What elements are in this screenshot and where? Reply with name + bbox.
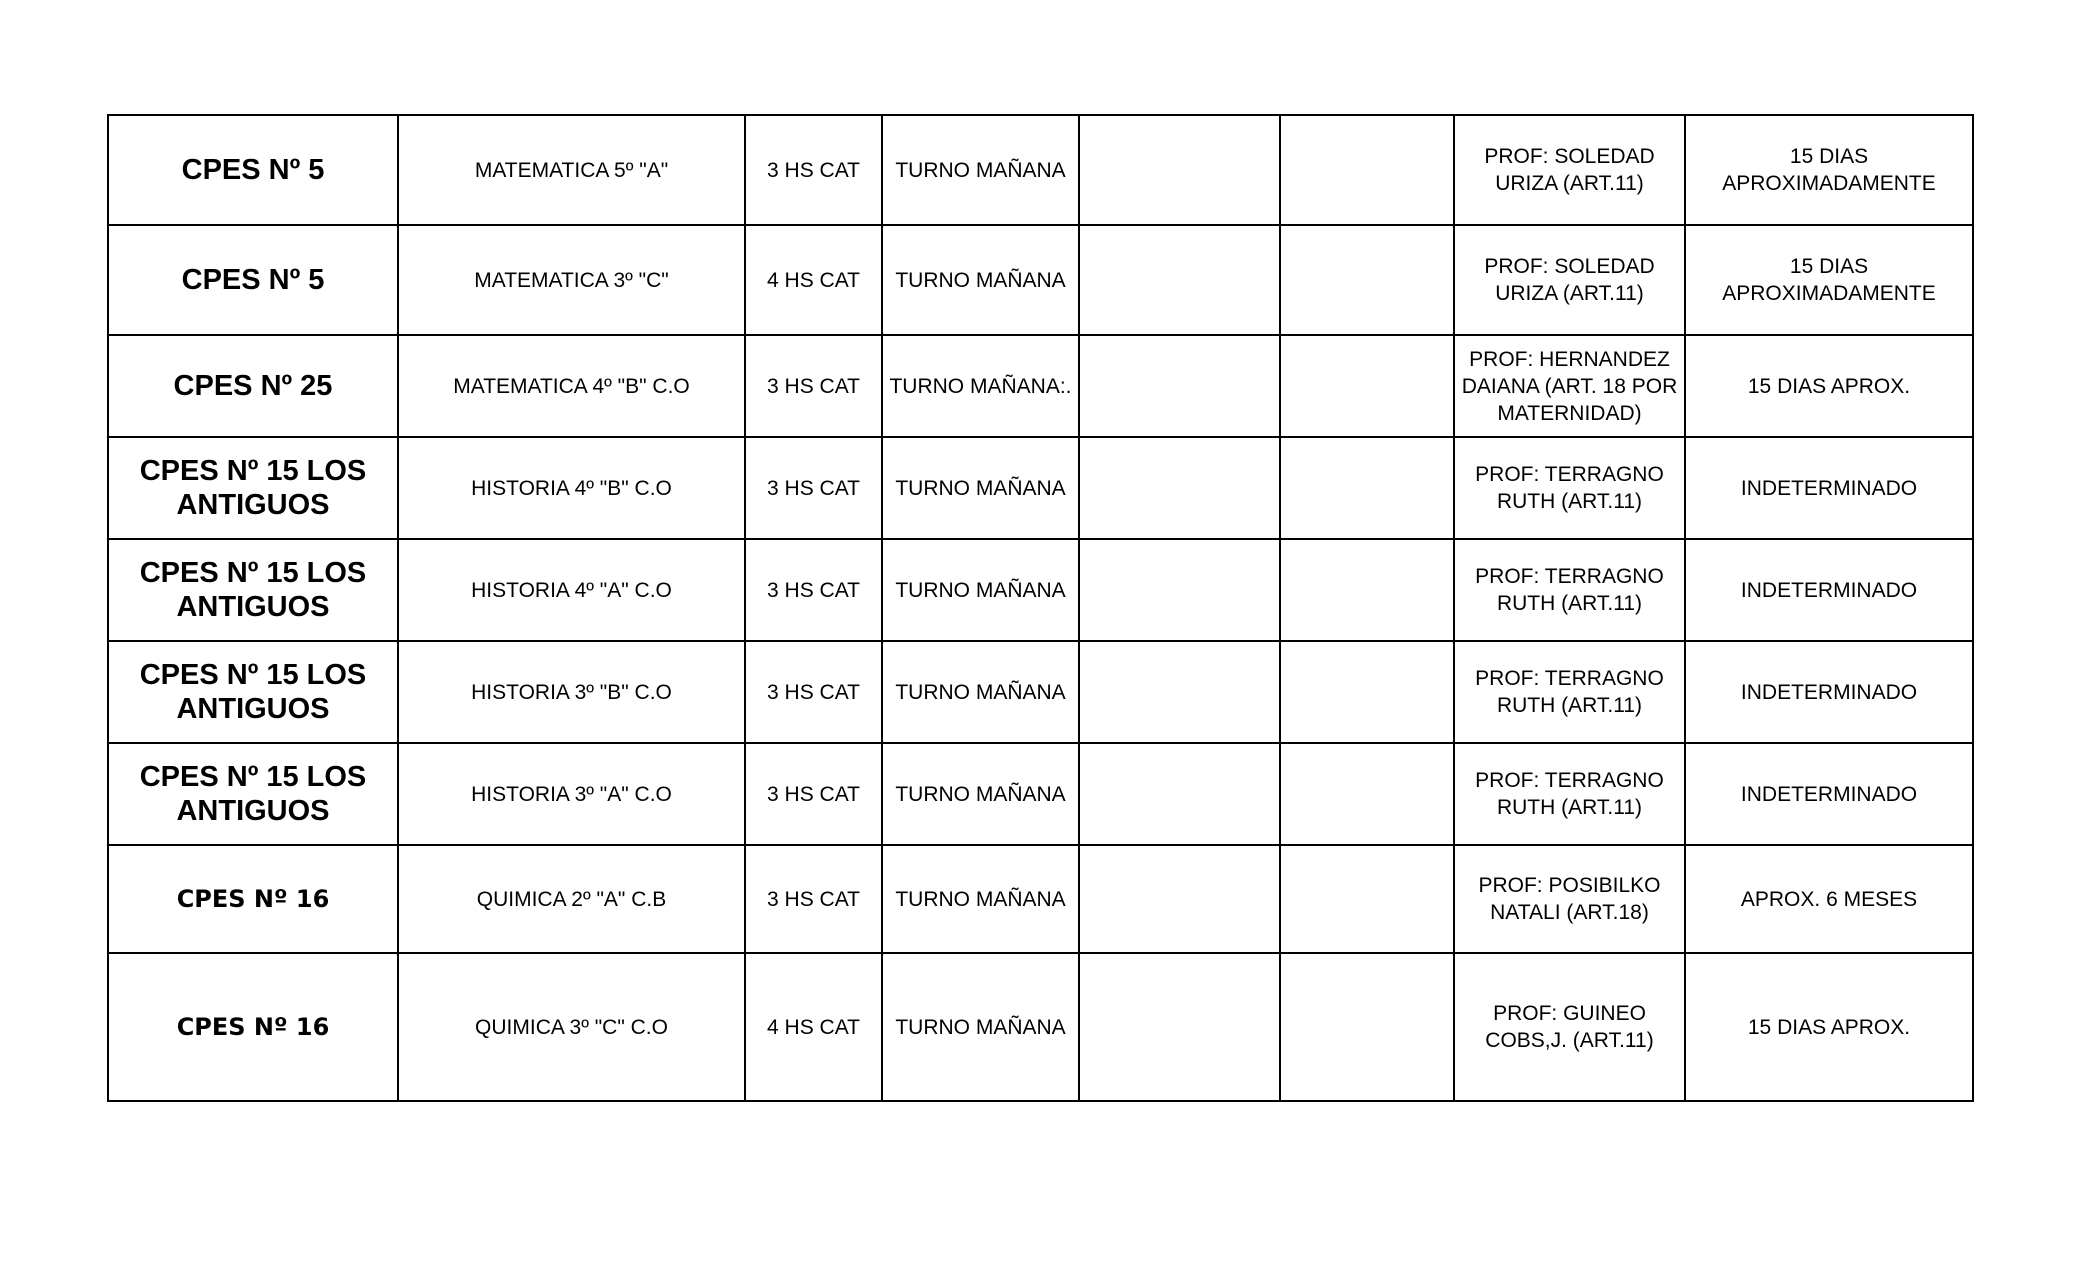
duration-cell: 15 DIAS APROXIMADAMENTE	[1685, 115, 1973, 225]
school-cell: CPES Nº 16	[108, 953, 398, 1101]
subject-cell: MATEMATICA 4º "B" C.O	[398, 335, 745, 437]
duration-cell: 15 DIAS APROX.	[1685, 335, 1973, 437]
school-cell: CPES Nº 25	[108, 335, 398, 437]
empty-cell	[1079, 845, 1280, 953]
empty-cell	[1079, 115, 1280, 225]
empty-cell	[1280, 539, 1454, 641]
hours-cell: 3 HS CAT	[745, 641, 882, 743]
school-cell: CPES Nº 15 LOS ANTIGUOS	[108, 539, 398, 641]
teacher-cell: PROF: SOLEDAD URIZA (ART.11)	[1454, 225, 1685, 335]
hours-cell: 4 HS CAT	[745, 225, 882, 335]
table-row	[108, 539, 1973, 641]
school-cell: CPES Nº 15 LOS ANTIGUOS	[108, 743, 398, 845]
table-row	[108, 335, 1973, 437]
teacher-cell: PROF: TERRAGNO RUTH (ART.11)	[1454, 743, 1685, 845]
table-row	[108, 437, 1973, 539]
duration-cell: INDETERMINADO	[1685, 641, 1973, 743]
empty-cell	[1079, 641, 1280, 743]
duration-cell: INDETERMINADO	[1685, 539, 1973, 641]
shift-cell: TURNO MAÑANA:.	[882, 335, 1079, 437]
subject-cell: HISTORIA 4º "B" C.O	[398, 437, 745, 539]
shift-cell: TURNO MAÑANA	[882, 539, 1079, 641]
vacancy-table	[107, 114, 1974, 1102]
shift-cell: TURNO MAÑANA	[882, 115, 1079, 225]
duration-cell: INDETERMINADO	[1685, 437, 1973, 539]
school-cell: CPES Nº 5	[108, 225, 398, 335]
shift-cell: TURNO MAÑANA	[882, 225, 1079, 335]
hours-cell: 3 HS CAT	[745, 845, 882, 953]
subject-cell: QUIMICA 2º "A" C.B	[398, 845, 745, 953]
shift-cell: TURNO MAÑANA	[882, 953, 1079, 1101]
duration-cell: APROX. 6 MESES	[1685, 845, 1973, 953]
school-cell: CPES Nº 15 LOS ANTIGUOS	[108, 437, 398, 539]
empty-cell	[1280, 953, 1454, 1101]
subject-cell: MATEMATICA 3º "C"	[398, 225, 745, 335]
subject-cell: HISTORIA 4º "A" C.O	[398, 539, 745, 641]
table-row	[108, 115, 1973, 225]
school-cell: CPES Nº 15 LOS ANTIGUOS	[108, 641, 398, 743]
empty-cell	[1280, 335, 1454, 437]
empty-cell	[1079, 539, 1280, 641]
teacher-cell: PROF: GUINEO COBS,J. (ART.11)	[1454, 953, 1685, 1101]
table-row	[108, 225, 1973, 335]
teacher-cell: PROF: HERNANDEZ DAIANA (ART. 18 POR MATERNIDAD)	[1454, 335, 1685, 437]
teacher-cell: PROF: TERRAGNO RUTH (ART.11)	[1454, 641, 1685, 743]
table-row	[108, 743, 1973, 845]
hours-cell: 3 HS CAT	[745, 743, 882, 845]
shift-cell: TURNO MAÑANA	[882, 743, 1079, 845]
teacher-cell: PROF: TERRAGNO RUTH (ART.11)	[1454, 539, 1685, 641]
teacher-cell: PROF: SOLEDAD URIZA (ART.11)	[1454, 115, 1685, 225]
hours-cell: 4 HS CAT	[745, 953, 882, 1101]
empty-cell	[1280, 845, 1454, 953]
empty-cell	[1280, 115, 1454, 225]
duration-cell: 15 DIAS APROX.	[1685, 953, 1973, 1101]
table-row	[108, 845, 1973, 953]
subject-cell: QUIMICA 3º "C" C.O	[398, 953, 745, 1101]
empty-cell	[1079, 225, 1280, 335]
shift-cell: TURNO MAÑANA	[882, 845, 1079, 953]
duration-cell: INDETERMINADO	[1685, 743, 1973, 845]
subject-cell: HISTORIA 3º "A" C.O	[398, 743, 745, 845]
teacher-cell: PROF: TERRAGNO RUTH (ART.11)	[1454, 437, 1685, 539]
hours-cell: 3 HS CAT	[745, 437, 882, 539]
subject-cell: MATEMATICA 5º "A"	[398, 115, 745, 225]
empty-cell	[1280, 641, 1454, 743]
subject-cell: HISTORIA 3º "B" C.O	[398, 641, 745, 743]
duration-cell: 15 DIAS APROXIMADAMENTE	[1685, 225, 1973, 335]
empty-cell	[1280, 743, 1454, 845]
hours-cell: 3 HS CAT	[745, 335, 882, 437]
table-row	[108, 641, 1973, 743]
shift-cell: TURNO MAÑANA	[882, 641, 1079, 743]
school-cell: CPES Nº 5	[108, 115, 398, 225]
empty-cell	[1280, 225, 1454, 335]
hours-cell: 3 HS CAT	[745, 539, 882, 641]
school-cell: CPES Nº 16	[108, 845, 398, 953]
empty-cell	[1079, 437, 1280, 539]
shift-cell: TURNO MAÑANA	[882, 437, 1079, 539]
empty-cell	[1079, 953, 1280, 1101]
table-row	[108, 953, 1973, 1101]
empty-cell	[1079, 743, 1280, 845]
empty-cell	[1079, 335, 1280, 437]
empty-cell	[1280, 437, 1454, 539]
hours-cell: 3 HS CAT	[745, 115, 882, 225]
teacher-cell: PROF: POSIBILKO NATALI (ART.18)	[1454, 845, 1685, 953]
